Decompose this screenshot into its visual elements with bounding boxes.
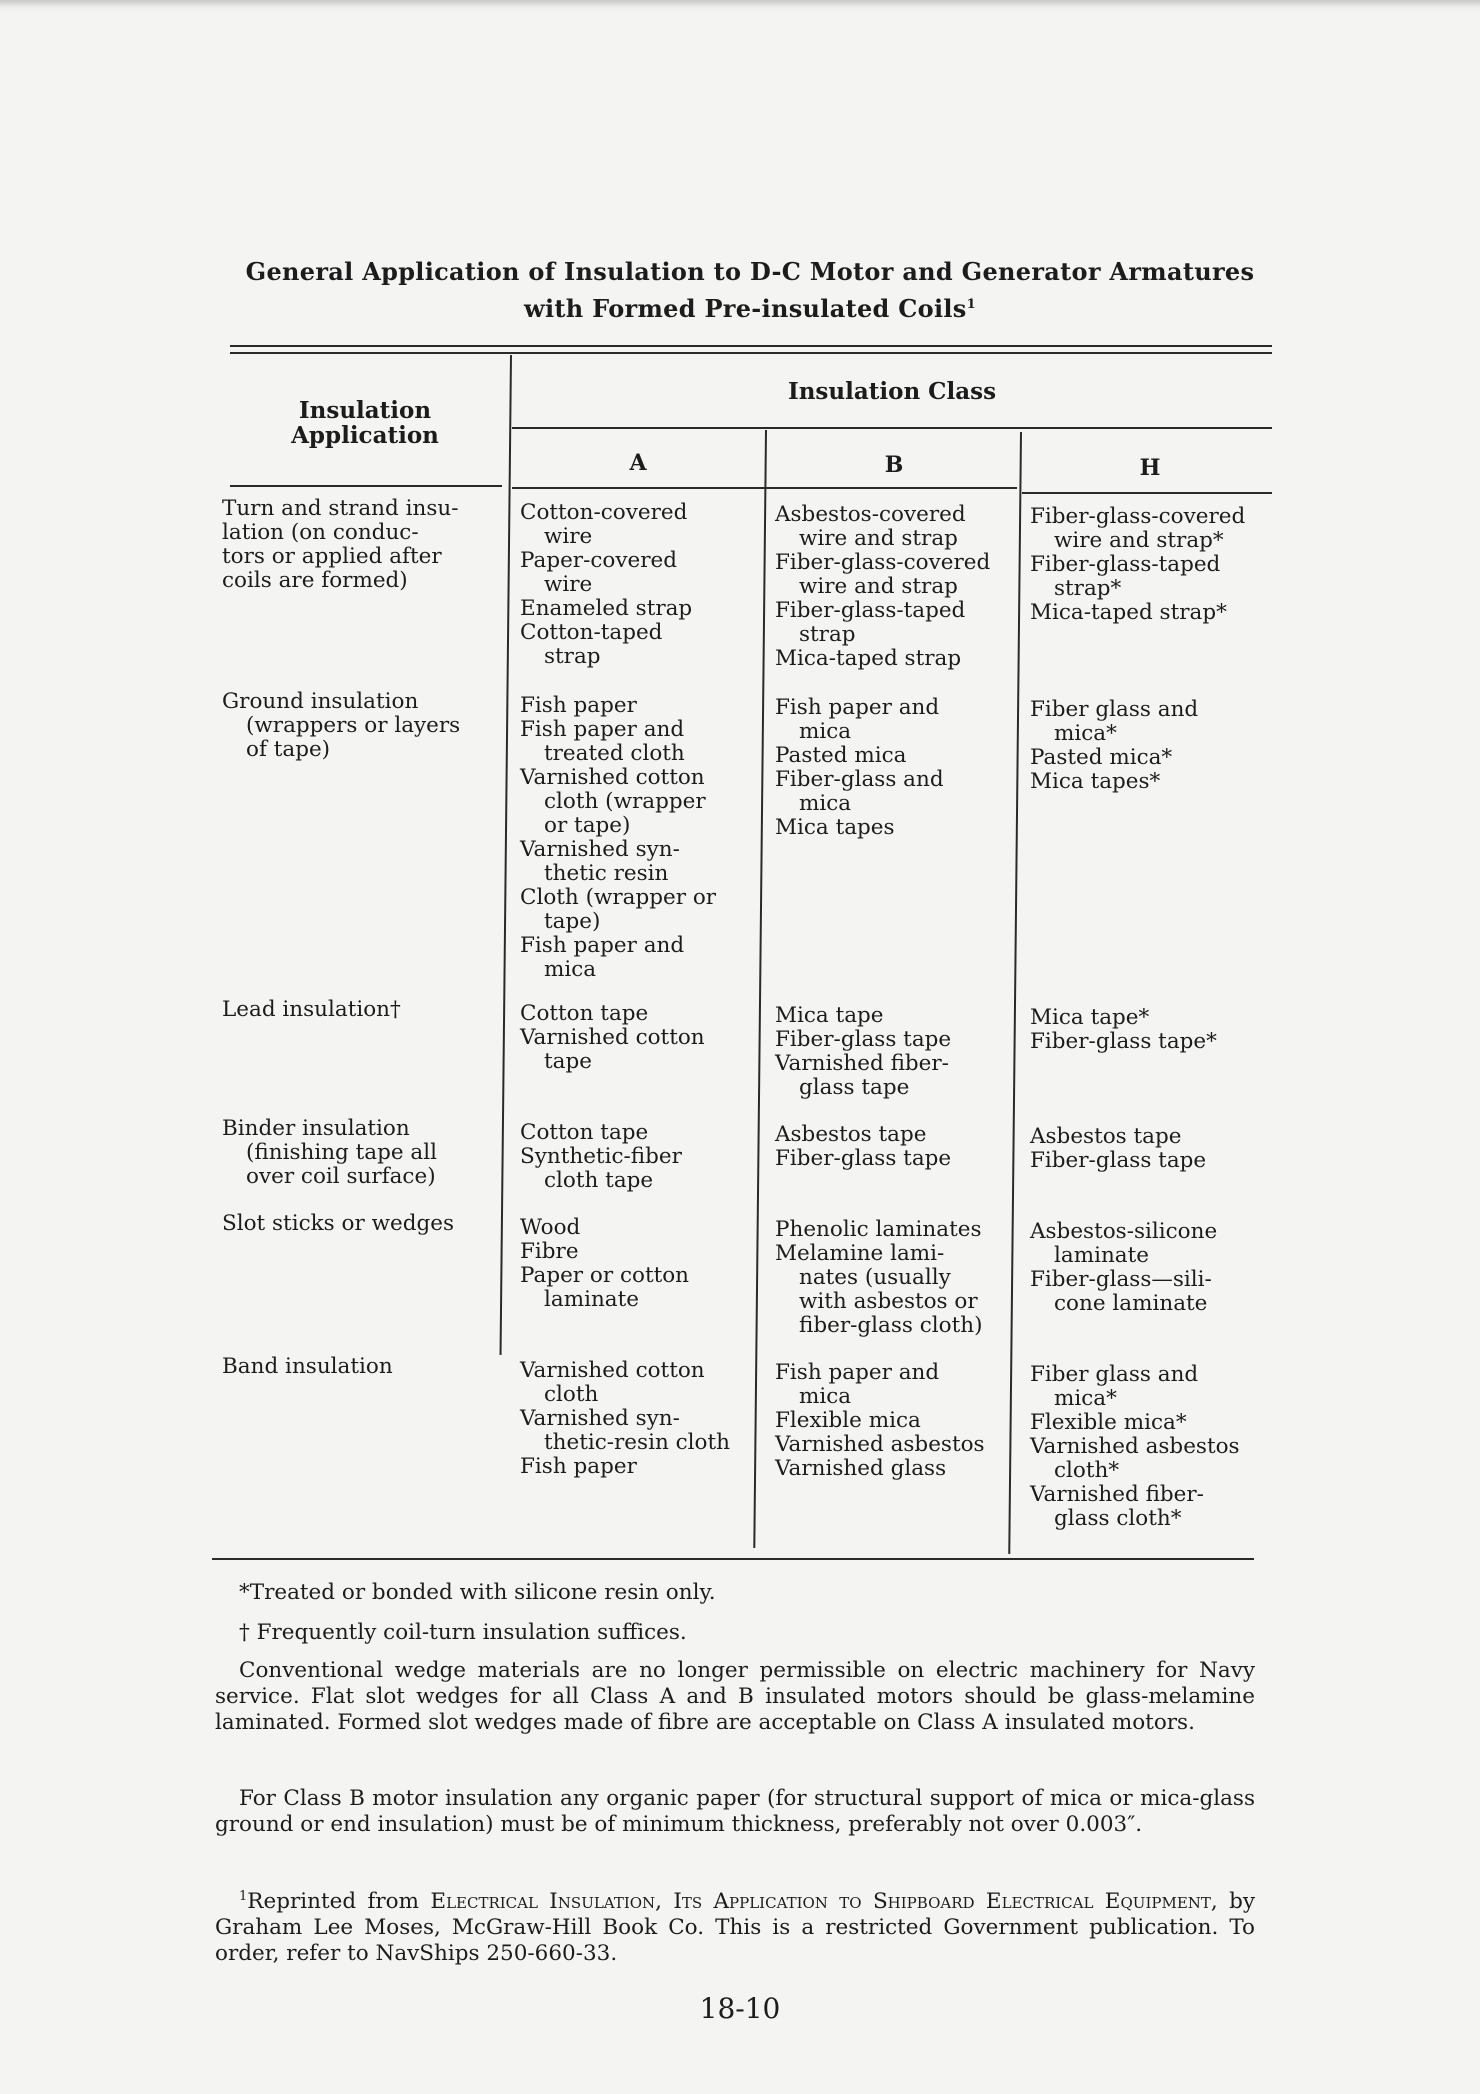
row-label-line: Band insulation: [222, 1354, 393, 1379]
table-title: [220, 255, 1280, 325]
cell-line: mica*: [1054, 721, 1117, 746]
cell-line: Paper-covered: [520, 548, 677, 573]
cell-line: mica: [799, 719, 852, 744]
cell-class-b: [775, 1361, 985, 1481]
cell-line: Cotton-taped: [520, 620, 663, 645]
cell-line: Fish paper and: [520, 717, 685, 742]
reference-before: Reprinted from: [247, 1889, 431, 1915]
row-label: [222, 1212, 454, 1236]
cell-line: Fish paper and: [775, 1360, 940, 1385]
cell-line: Fiber glass and: [1030, 1362, 1199, 1387]
cell-line: Mica-taped strap: [775, 646, 962, 671]
row-label-line: over coil surface): [246, 1164, 436, 1189]
cell-line: laminate: [1054, 1243, 1149, 1268]
column-divider-2: [753, 430, 767, 1548]
header-application-line-2: Application: [291, 422, 439, 449]
cell-line: cloth*: [1054, 1458, 1120, 1483]
row-label-line: Ground insulation: [222, 689, 419, 714]
paragraph-wedge-materials-text: Conventional wedge materials are no longer permissible on electric machinery for Navy service. Flat slot wedges for all Class A and B insulated motors should be glass-melamine laminated. Formed slot wedges made of fibre are acceptable on Class A insulated motors.: [215, 1658, 1255, 1735]
column-divider-3: [1008, 432, 1022, 1554]
cell-line: Asbestos tape: [775, 1122, 927, 1147]
cell-line: mica: [799, 791, 852, 816]
cell-class-a: [520, 1216, 689, 1312]
cell-class-h: [1030, 1006, 1217, 1054]
cell-line: Varnished fiber-: [775, 1051, 949, 1076]
title-line-2-text: with Formed Pre-insulated Coils: [524, 294, 967, 323]
row-label-line: Lead insulation†: [222, 997, 401, 1022]
cell-class-b: [775, 696, 944, 840]
cell-line: Asbestos-silicone: [1030, 1219, 1218, 1244]
cell-line: Varnished cotton: [520, 1358, 705, 1383]
cell-line: wire: [544, 572, 593, 597]
cell-line: Mica tapes: [775, 815, 895, 840]
cell-class-b: [775, 1004, 951, 1100]
cell-line: treated cloth: [544, 741, 685, 766]
cell-line: Varnished asbestos: [775, 1432, 985, 1457]
cell-class-a: [520, 1121, 682, 1193]
row-label-line: Slot sticks or wedges: [222, 1211, 454, 1236]
cell-line: Varnished cotton: [520, 765, 705, 790]
cell-line: Fiber-glass tape*: [1030, 1029, 1217, 1054]
row-label-line: coils are formed): [222, 568, 408, 593]
header-insulation-application: [230, 398, 500, 448]
cell-class-h: [1030, 1125, 1206, 1173]
cell-line: laminate: [544, 1287, 639, 1312]
reference-after: , by Graham Lee Moses, McGraw-Hill Book Co. This is a restricted Government publication. To order, refer to NavShips 250-660-33.: [215, 1889, 1256, 1967]
header-insulation-class: Insulation Class: [787, 378, 997, 405]
cell-line: Fiber-glass-covered: [775, 550, 991, 575]
cell-line: wire and strap: [799, 574, 958, 599]
cell-line: Asbestos tape: [1030, 1124, 1182, 1149]
cell-line: Pasted mica: [775, 743, 907, 768]
row-label-line: (finishing tape all: [246, 1140, 438, 1165]
cell-line: tape): [544, 909, 601, 934]
table-top-double-rule-2: [230, 352, 1272, 354]
cell-class-a: [520, 501, 692, 669]
row-label: [222, 690, 460, 762]
table-bottom-rule: [212, 1558, 1254, 1560]
cell-line: Varnished fiber-: [1030, 1482, 1204, 1507]
footnote-dagger-text: † Frequently coil-turn insulation suffices.: [239, 1620, 687, 1645]
cell-line: Fish paper: [520, 693, 637, 718]
cell-line: thetic resin: [544, 861, 669, 886]
title-line-1: General Application of Insulation to D-C Motor and Generator Armatures: [245, 257, 1255, 286]
class-header-rule: [512, 427, 1272, 429]
header-application-line-1: Insulation: [298, 397, 432, 424]
cell-line: glass cloth*: [1054, 1506, 1182, 1531]
cell-line: strap: [544, 644, 601, 669]
cell-line: Fiber glass and: [1030, 697, 1199, 722]
cell-line: Phenolic laminates: [775, 1217, 982, 1242]
cell-line: Synthetic-fiber: [520, 1144, 682, 1169]
cell-class-a: [520, 694, 716, 982]
cell-line: Fish paper: [520, 1454, 637, 1479]
cell-line: or tape): [544, 813, 631, 838]
cell-line: Fiber-glass-covered: [1030, 504, 1246, 529]
row-label: [222, 1117, 437, 1189]
paragraph-class-b-paper-text: For Class B motor insulation any organic paper (for structural support of mica or mica-glass ground or end insulation) must be of minimum thickness, preferably not over 0.003″.: [215, 1786, 1255, 1837]
cell-line: Mica-taped strap*: [1030, 600, 1227, 625]
cell-line: Varnished glass: [775, 1456, 947, 1481]
cell-line: wire and strap: [799, 526, 958, 551]
cell-line: Flexible mica: [775, 1408, 921, 1433]
cell-line: Enameled strap: [520, 596, 693, 621]
cell-line: wire and strap*: [1054, 528, 1224, 553]
cell-line: Varnished syn-: [520, 1406, 680, 1431]
page-number: 18-10: [699, 1992, 781, 2025]
footnote-asterisk-text: *Treated or bonded with silicone resin only.: [239, 1580, 716, 1605]
cell-line: Asbestos-covered: [775, 502, 966, 527]
title-line-2: [220, 288, 1280, 325]
cell-line: strap: [799, 622, 856, 647]
cell-line: Varnished cotton: [520, 1025, 705, 1050]
row-label: [222, 998, 401, 1022]
cell-line: tape: [544, 1049, 592, 1074]
cell-class-h: [1030, 698, 1198, 794]
cell-line: Fiber-glass—sili-: [1030, 1267, 1212, 1292]
row-label-line: of tape): [246, 737, 331, 762]
header-class-a: A: [629, 450, 647, 476]
cell-line: fiber-glass cloth): [799, 1313, 983, 1338]
cell-line: Fibre: [520, 1239, 579, 1264]
row-label-line: lation (on conduc-: [222, 520, 419, 545]
cell-class-h: [1030, 1220, 1217, 1316]
cell-class-h: [1030, 1363, 1240, 1531]
row-label-line: tors or applied after: [222, 544, 442, 569]
cell-line: Fiber-glass tape: [775, 1027, 952, 1052]
footnote-dagger: [215, 1620, 1255, 1646]
cell-class-b: [775, 1123, 951, 1171]
cell-line: Mica tape*: [1030, 1005, 1150, 1030]
cell-line: Fiber-glass-taped: [1030, 552, 1221, 577]
cell-line: Fiber-glass-taped: [775, 598, 966, 623]
cell-line: Varnished asbestos: [1030, 1434, 1240, 1459]
cell-line: Fiber-glass and: [775, 767, 944, 792]
cell-line: Cloth (wrapper or: [520, 885, 717, 910]
reference-mark: 1: [239, 1889, 248, 1904]
cell-line: cloth tape: [544, 1168, 654, 1193]
cell-line: Cotton tape: [520, 1001, 649, 1026]
cell-line: Cotton tape: [520, 1120, 649, 1145]
cell-line: cloth: [544, 1382, 599, 1407]
cell-line: Fish paper and: [520, 933, 685, 958]
cell-class-a: [520, 1359, 730, 1479]
header-class-b: B: [884, 452, 904, 478]
cell-class-h: [1030, 505, 1245, 625]
cell-line: thetic-resin cloth: [544, 1430, 730, 1455]
row-label-line: Binder insulation: [222, 1116, 410, 1141]
cell-line: glass tape: [799, 1075, 910, 1100]
cell-line: Fiber-glass tape: [775, 1146, 952, 1171]
cell-line: Pasted mica*: [1030, 745, 1173, 770]
cell-line: wire: [544, 524, 593, 549]
cell-line: strap*: [1054, 576, 1122, 601]
cell-line: with asbestos or: [799, 1289, 978, 1314]
row-label-line: (wrappers or layers: [246, 713, 461, 738]
cell-line: mica: [544, 957, 597, 982]
cell-line: Paper or cotton: [520, 1263, 690, 1288]
cell-line: Fiber-glass tape: [1030, 1148, 1207, 1173]
cell-class-b: [775, 503, 990, 671]
cell-line: mica*: [1054, 1386, 1117, 1411]
cell-line: Melamine lami-: [775, 1241, 945, 1266]
reference-footnote: [215, 1884, 1255, 1967]
row-label: [222, 1355, 393, 1379]
table-top-double-rule-1: [230, 345, 1272, 347]
cell-line: Flexible mica*: [1030, 1410, 1187, 1435]
header-bottom-rule-left: [230, 485, 502, 487]
cell-class-b: [775, 1218, 982, 1338]
row-label-line: Turn and strand insu-: [222, 496, 459, 521]
paragraph-class-b-paper: [215, 1786, 1255, 1838]
cell-line: cloth (wrapper: [544, 789, 706, 814]
cell-line: Wood: [520, 1215, 581, 1240]
cell-line: cone laminate: [1054, 1291, 1208, 1316]
column-divider-1: [500, 355, 512, 1355]
cell-line: Cotton-covered: [520, 500, 688, 525]
cell-line: Varnished syn-: [520, 837, 680, 862]
title-footnote-mark: 1: [966, 297, 976, 312]
footnote-asterisk: [215, 1580, 1255, 1606]
paragraph-wedge-materials: [215, 1658, 1255, 1736]
cell-line: Mica tape: [775, 1003, 884, 1028]
cell-line: nates (usually: [799, 1265, 951, 1290]
row-label: [222, 497, 459, 593]
cell-line: mica: [799, 1384, 852, 1409]
header-bottom-rule-right: [1022, 492, 1272, 494]
header-class-h: H: [1139, 455, 1161, 481]
cell-line: Mica tapes*: [1030, 769, 1161, 794]
cell-line: Fish paper and: [775, 695, 940, 720]
cell-class-a: [520, 1002, 705, 1074]
reference-book-title: Electrical Insulation, Its Application to Shipboard Electrical Equipment: [430, 1889, 1211, 1915]
